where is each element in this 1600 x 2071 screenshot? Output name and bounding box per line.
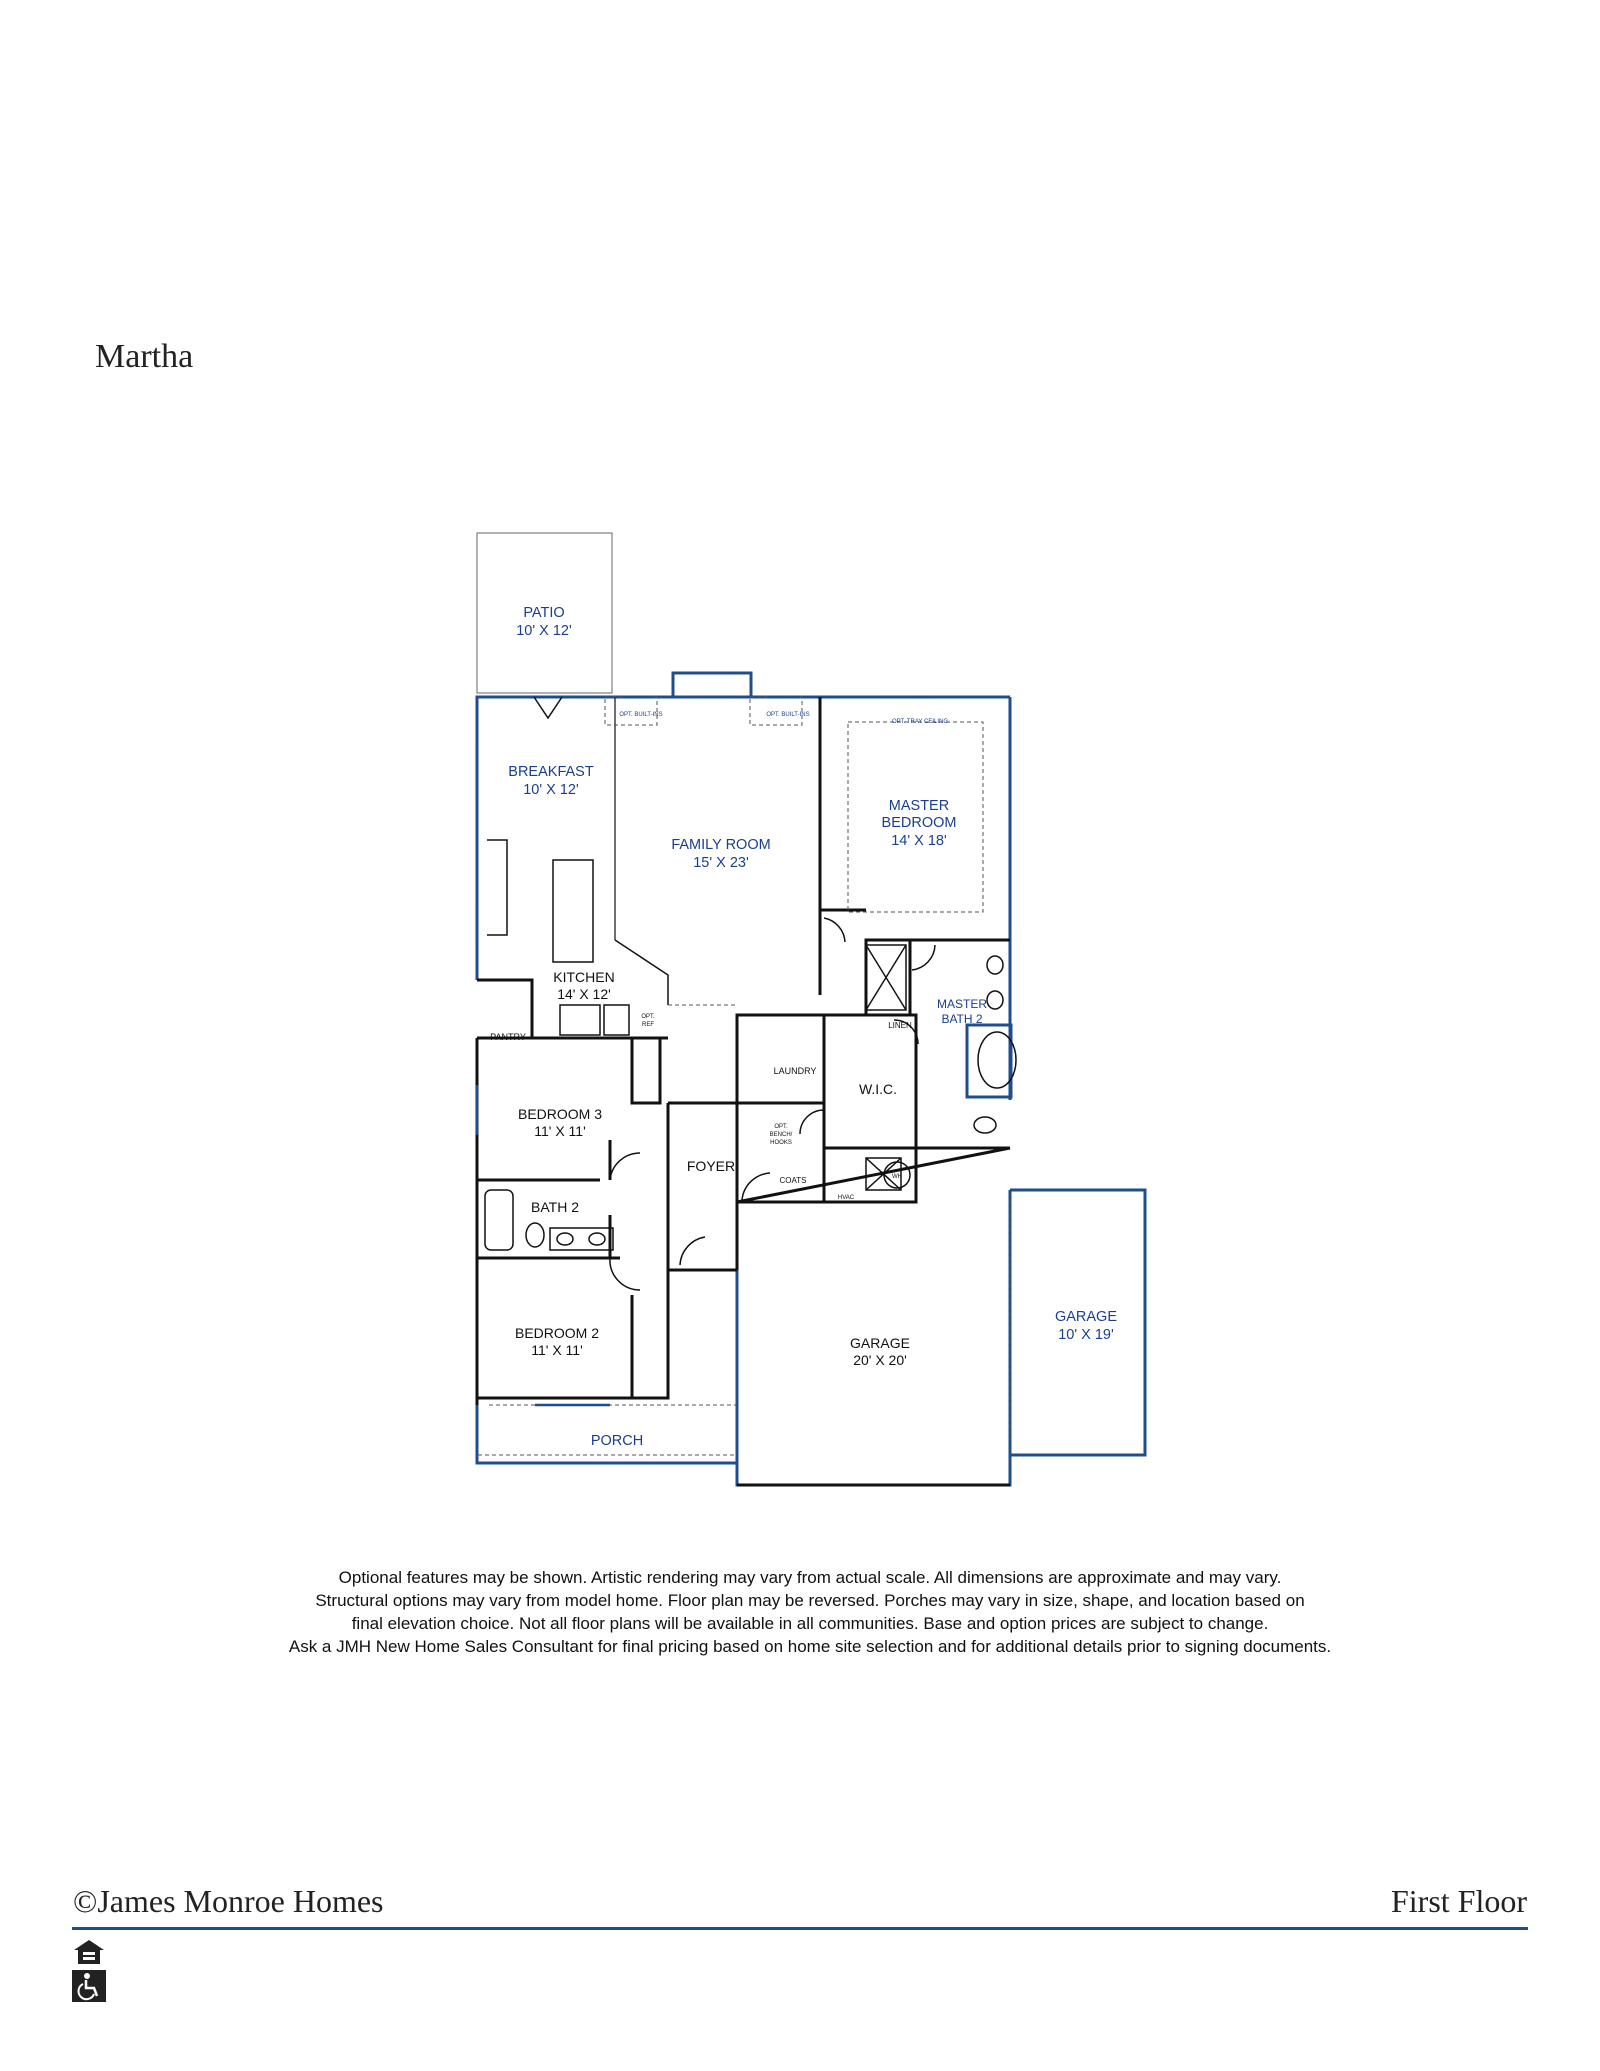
pantry-label: PANTRY [490,1032,526,1042]
linen-label: LINEN [888,1021,912,1030]
disclaimer-line-1: Optional features may be shown. Artistic rendering may vary from actual scale. All dimensions are approximate and may vary. [338,1568,1282,1587]
wh-label: WH [892,1174,902,1180]
breakfast-label: BREAKFAST [508,764,594,780]
patio-size: 10' X 12' [516,623,572,639]
equal-housing-icon [72,1938,106,1966]
footer-divider [72,1927,1528,1930]
porch-label: PORCH [590,1433,644,1449]
patio-label: PATIO [523,605,565,621]
disclaimer-line-2: Structural options may vary from model home. Floor plan may be reversed. Porches may vary in size, shape, and location based on [315,1591,1305,1610]
coats-label: COATS [779,1176,807,1185]
opt-bench-3: HOOKS [770,1140,792,1146]
opt-ref-2: REF [642,1022,654,1028]
bath2-label: BATH 2 [531,1199,579,1215]
opt-ref-1: OPT. [641,1014,655,1020]
disclaimer-line-3: final elevation choice. Not all floor plans will be available in all communities. Base and option prices are subject to change. [351,1614,1269,1633]
disclaimer [160,1566,1460,1658]
breakfast-size: 10' X 12' [523,782,579,798]
master-bedroom-label-2: BEDROOM [881,815,957,831]
master-bedroom-label-1: MASTER [888,798,950,814]
master-bedroom-size: 14' X 18' [891,833,947,849]
kitchen-size: 14' X 12' [557,986,611,1002]
wic-label: W.I.C. [858,1081,898,1097]
opt-tray-ceiling: OPT. TRAY CEILING [891,719,949,725]
opt-bench-2: BENCH/ [769,1132,793,1138]
bedroom2-label: BEDROOM 2 [514,1325,600,1341]
kitchen-label: KITCHEN [553,969,615,985]
garage-main-size: 20' X 20' [853,1352,907,1368]
master-bath-label-2: BATH 2 [941,1012,983,1026]
disclaimer-line-4: Ask a JMH New Home Sales Consultant for final pricing based on home site selection and for additional details prior to signing documents. [288,1637,1332,1656]
master-bath-label-1: MASTER [936,997,988,1011]
bedroom2-size: 11' X 11' [531,1342,583,1358]
family-room-size: 15' X 23' [693,855,749,871]
accessibility-icon [72,1970,106,2002]
bedroom3-label: BEDROOM 3 [517,1106,603,1122]
hvac-label: HVAC [837,1195,855,1201]
opt-bench-1: OPT. [774,1124,788,1130]
opt-built-ins-left: OPT. BUILT-INS [619,712,663,718]
windows [477,697,930,1405]
floor-label: First Floor [1390,1883,1527,1919]
garage-side-label: GARAGE [1054,1309,1118,1325]
plan-name: Martha [95,338,194,375]
garage-main-label: GARAGE [850,1335,910,1351]
foyer-label: FOYER [686,1158,736,1174]
opt-built-ins-right: OPT. BUILT-INS [766,712,810,718]
garage-side-size: 10' X 19' [1058,1327,1114,1343]
laundry-label: LAUNDRY [773,1066,817,1076]
bedroom3-size: 11' X 11' [534,1123,586,1139]
copyright: ©James Monroe Homes [73,1883,384,1919]
family-room-label: FAMILY ROOM [671,837,771,853]
